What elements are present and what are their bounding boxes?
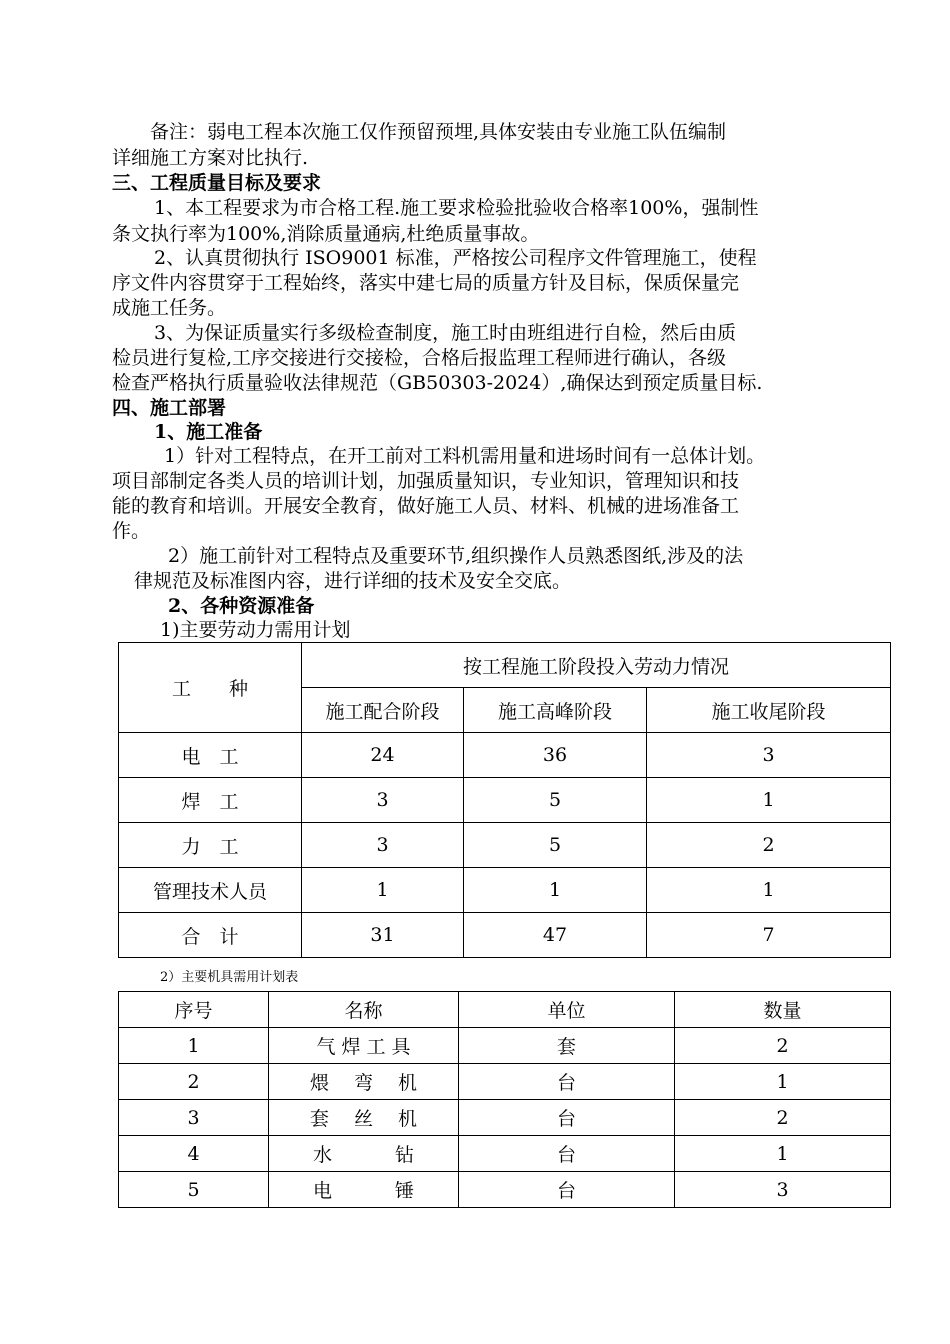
labor-count-cell: 7 [647, 913, 891, 958]
index-cell: 3 [119, 1100, 269, 1136]
table-row-total [119, 913, 891, 958]
equipment-table-caption: 2）主要机具需用计划表 [160, 970, 299, 985]
stage-group-header: 按工程施工阶段投入劳动力情况 [302, 643, 891, 688]
prep-item-1-line-4: 作。 [112, 520, 151, 542]
labor-count-cell: 5 [464, 823, 647, 868]
table-row [119, 1172, 891, 1208]
quality-item-2-line-2: 序文件内容贯穿于工程始终，落实中建七局的质量方针及目标，保质保量完 [112, 272, 740, 294]
table-row [119, 1028, 891, 1064]
worker-type-cell: 焊 工 [119, 778, 302, 823]
prep-item-2-line-1: 2）施工前针对工程特点及重要环节,组织操作人员熟悉图纸,涉及的法 [168, 545, 744, 567]
column-header: 单位 [459, 992, 675, 1028]
quality-item-3-line-2: 检员进行复检,工序交接进行交接检，合格后报监理工程师进行确认，各级 [112, 347, 727, 369]
stage-header: 施工配合阶段 [302, 688, 464, 733]
quality-item-2-line-1: 2、认真贯彻执行 ISO9001 标准，严格按公司程序文件管理施工，使程 [154, 247, 757, 269]
index-cell: 5 [119, 1172, 269, 1208]
equipment-name-cell: 电 锤 [269, 1172, 459, 1208]
labor-count-cell: 1 [302, 868, 464, 913]
worker-type-header: 工 种 [119, 643, 302, 733]
column-header: 数量 [675, 992, 891, 1028]
column-header: 序号 [119, 992, 269, 1028]
worker-type-cell: 力 工 [119, 823, 302, 868]
note-line-1: 备注：弱电工程本次施工仅作预留预埋,具体安装由专业施工队伍编制 [150, 121, 727, 143]
section-heading-deployment: 四、施工部署 [112, 397, 227, 419]
section-heading-quality: 三、工程质量目标及要求 [112, 172, 322, 194]
table-header-row [119, 643, 891, 688]
prep-item-1-line-1: 1）针对工程特点，在开工前对工料机需用量和进场时间有一总体计划。 [164, 445, 766, 467]
subheading-resources: 2、各种资源准备 [168, 595, 315, 617]
prep-item-1-line-3: 能的教育和培训。开展安全教育，做好施工人员、材料、机械的进场准备工 [112, 495, 740, 517]
stage-header: 施工收尾阶段 [647, 688, 891, 733]
table-row [119, 733, 891, 778]
worker-type-cell: 合 计 [119, 913, 302, 958]
labor-count-cell: 1 [647, 778, 891, 823]
equipment-plan-table [118, 991, 891, 1208]
column-header: 名称 [269, 992, 459, 1028]
subheading-preparation: 1、施工准备 [154, 421, 263, 443]
unit-cell: 台 [459, 1064, 675, 1100]
stage-header: 施工高峰阶段 [464, 688, 647, 733]
prep-item-2-line-2: 律规范及标准图内容，进行详细的技术及安全交底。 [134, 570, 572, 592]
labor-count-cell: 5 [464, 778, 647, 823]
unit-cell: 台 [459, 1136, 675, 1172]
equipment-name-cell: 套 丝 机 [269, 1100, 459, 1136]
quantity-cell: 2 [675, 1028, 891, 1064]
table-row [119, 823, 891, 868]
quantity-cell: 2 [675, 1100, 891, 1136]
worker-type-cell: 管理技术人员 [119, 868, 302, 913]
labor-table-caption: 1)主要劳动力需用计划 [160, 619, 351, 641]
equipment-name-cell: 水 钻 [269, 1136, 459, 1172]
labor-count-cell: 24 [302, 733, 464, 778]
quality-item-3-line-3: 检查严格执行质量验收法律规范（GB50303-2024）,确保达到预定质量目标. [112, 372, 763, 394]
labor-count-cell: 1 [464, 868, 647, 913]
unit-cell: 台 [459, 1172, 675, 1208]
worker-type-cell: 电 工 [119, 733, 302, 778]
equipment-name-cell: 煨 弯 机 [269, 1064, 459, 1100]
labor-count-cell: 3 [647, 733, 891, 778]
unit-cell: 台 [459, 1100, 675, 1136]
quality-item-1-line-2: 条文执行率为100%,消除质量通病,杜绝质量事故。 [112, 223, 540, 245]
index-cell: 4 [119, 1136, 269, 1172]
labor-count-cell: 2 [647, 823, 891, 868]
prep-item-1-line-2: 项目部制定各类人员的培训计划，加强质量知识，专业知识，管理知识和技 [112, 470, 740, 492]
quality-item-3-line-1: 3、为保证质量实行多级检查制度，施工时由班组进行自检，然后由质 [154, 322, 737, 344]
index-cell: 2 [119, 1064, 269, 1100]
labor-count-cell: 3 [302, 778, 464, 823]
table-row [119, 1100, 891, 1136]
quality-item-2-line-3: 成施工任务。 [112, 297, 227, 319]
table-row [119, 1064, 891, 1100]
table-row [119, 868, 891, 913]
table-row [119, 1136, 891, 1172]
labor-count-cell: 31 [302, 913, 464, 958]
labor-count-cell: 47 [464, 913, 647, 958]
equipment-name-cell: 气 焊 工 具 [269, 1028, 459, 1064]
table-row [119, 778, 891, 823]
labor-count-cell: 3 [302, 823, 464, 868]
quantity-cell: 1 [675, 1064, 891, 1100]
quantity-cell: 3 [675, 1172, 891, 1208]
note-line-2: 详细施工方案对比执行. [112, 147, 309, 169]
quantity-cell: 1 [675, 1136, 891, 1172]
labor-plan-table [118, 642, 891, 958]
table-header-row [119, 992, 891, 1028]
labor-count-cell: 36 [464, 733, 647, 778]
quality-item-1-line-1: 1、本工程要求为市合格工程.施工要求检验批验收合格率100%，强制性 [154, 197, 759, 219]
labor-count-cell: 1 [647, 868, 891, 913]
unit-cell: 套 [459, 1028, 675, 1064]
index-cell: 1 [119, 1028, 269, 1064]
